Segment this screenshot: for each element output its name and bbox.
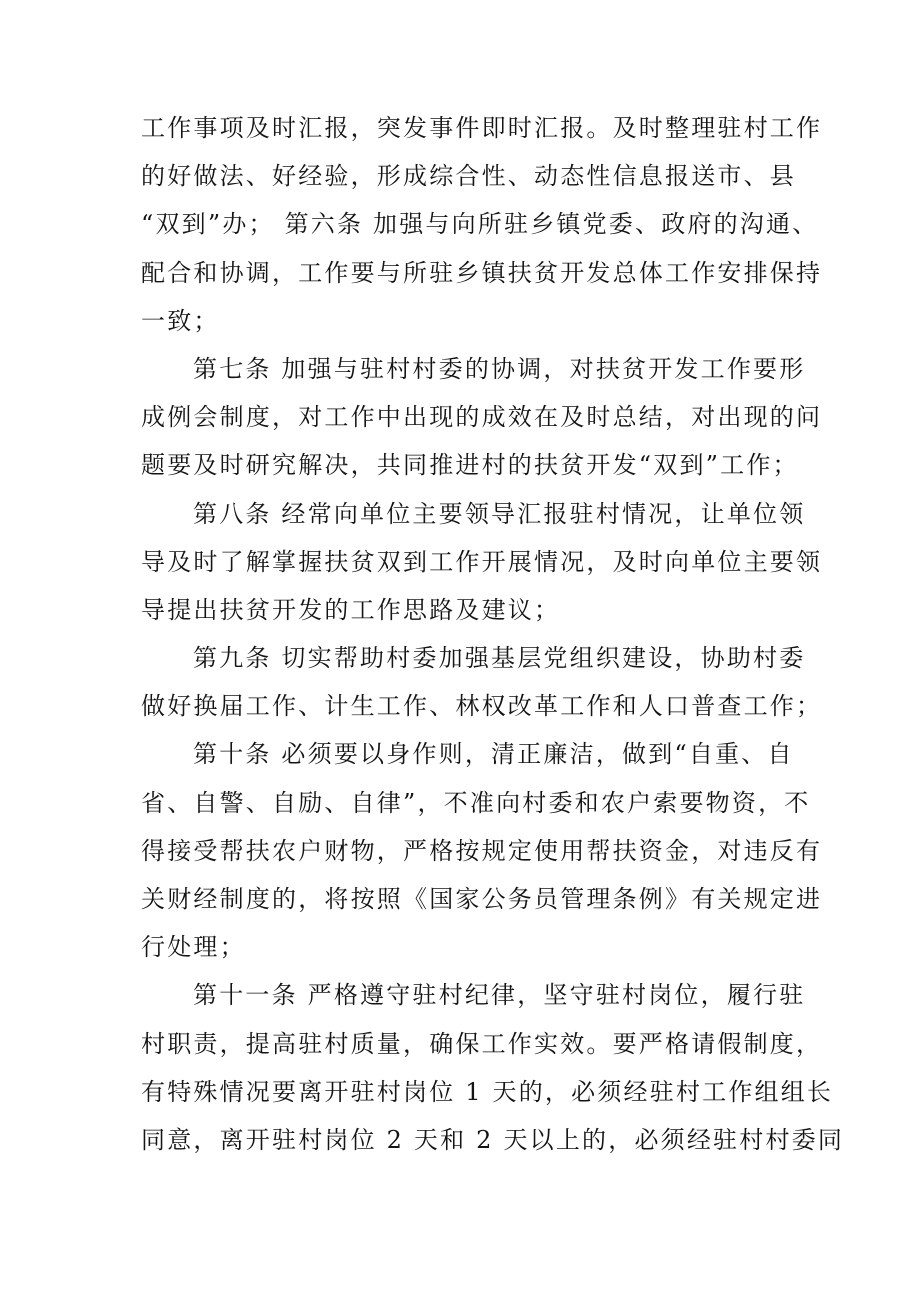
document-body <box>141 104 845 1164</box>
text-line: 题要及时研究解决，共同推进村的扶贫开发“双到”工作； <box>141 451 799 480</box>
text-line: 导及时了解掌握扶贫双到工作开展情况，及时向单位主要领 <box>141 547 823 576</box>
text-line: 的好做法、好经验，形成综合性、动态性信息报送市、县 <box>141 162 796 191</box>
text-line: 村职责，提高驻村质量，确保工作实效。要严格请假制度， <box>141 1029 823 1058</box>
text-line: 工作事项及时汇报，突发事件即时汇报。及时整理驻村工作 <box>141 114 823 142</box>
text-line: 有特殊情况要离开驻村岗位 1 天的，必须经驻村工作组组长 <box>141 1077 834 1106</box>
text-line: 成例会制度，对工作中出现的成效在及时总结，对出现的问 <box>141 403 823 432</box>
article-7-line: 第七条 加强与驻村村委的协调，对扶贫开发工作要形 <box>193 354 806 383</box>
text-line: 得接受帮扶农户财物，严格按规定使用帮扶资金，对违反有 <box>141 836 823 865</box>
text-line: 同意，离开驻村岗位 2 天和 2 天以上的，必须经驻村村委同 <box>141 1125 845 1154</box>
article-8-line: 第八条 经常向单位主要领导汇报驻村情况，让单位领 <box>193 499 806 528</box>
text-line: “双到”办； 第六条 加强与向所驻乡镇党委、政府的沟通、 <box>141 210 819 239</box>
text-line: 省、自警、自励、自律”，不准向村委和农户索要物资，不 <box>141 788 811 817</box>
article-10-line: 第十条 必须要以身作则，清正廉洁，做到“自重、自 <box>193 740 794 769</box>
text-line: 一致； <box>141 306 220 335</box>
article-11-line: 第十一条 严格遵守驻村纪律，坚守驻村岗位，履行驻 <box>193 981 806 1010</box>
text-line: 做好换届工作、计生工作、林权改革工作和人口普查工作； <box>141 692 823 721</box>
text-line: 导提出扶贫开发的工作思路及建议； <box>141 595 561 624</box>
text-line: 配合和协调，工作要与所驻乡镇扶贫开发总体工作安排保持 <box>141 258 823 287</box>
text-line: 行处理； <box>141 933 246 962</box>
article-9-line: 第九条 切实帮助村委加强基层党组织建设，协助村委 <box>193 644 806 673</box>
text-line: 关财经制度的，将按照《国家公务员管理条例》有关规定进 <box>141 885 823 913</box>
